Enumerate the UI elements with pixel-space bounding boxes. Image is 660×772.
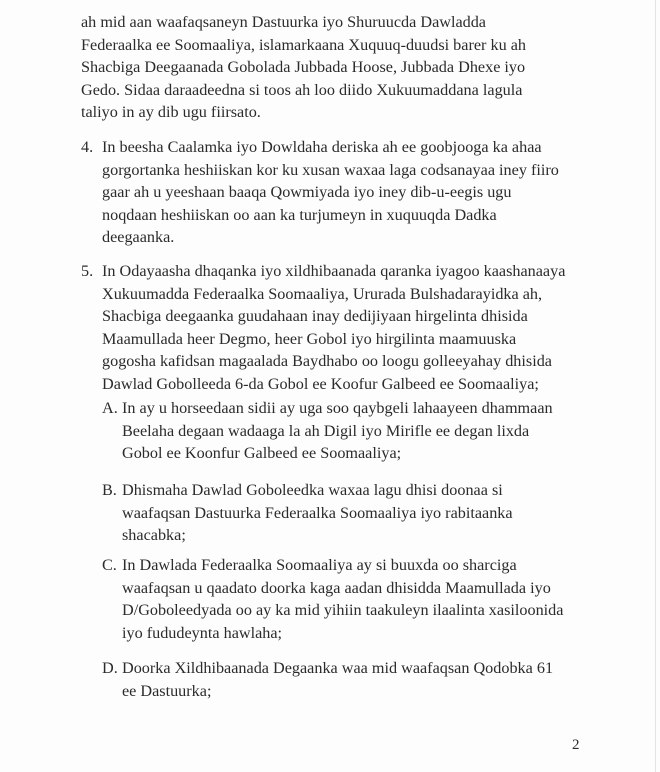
text-line: Doorka Xildhibaanada Degaanka waa mid waafaqsan Qodobka 61: [122, 659, 554, 677]
text-line: waafaqsan u qaadato doorka kaga aadan dhisidda Maamullada iyo: [122, 578, 551, 597]
text-line: shacabka;: [122, 526, 186, 545]
subitem-letter: B.: [102, 481, 117, 499]
subitem-letter: A.: [102, 399, 118, 417]
subitem-letter: D.: [102, 659, 118, 677]
scan-edge: [655, 0, 656, 772]
text-line: Gedo. Sidaa daraadeedna si toos ah loo diido Xukuumaddana lagula: [81, 80, 523, 99]
text-line: gaar ah u yeeshaan baaqa Qowmiyada iyo iney dib-u-eegis ugu: [102, 183, 512, 202]
text-line: waafaqsan Dastuurka Federaalka Soomaaliya iyo rabitaanka: [122, 503, 513, 522]
text-line: ah mid aan waafaqsaneyn Dastuurka iyo Shuruucda Dawladda: [81, 13, 486, 31]
text-line: Maamullada heer Degmo, heer Gobol iyo hirgilinta maamuuska: [102, 329, 517, 348]
subitem-letter: C.: [102, 556, 117, 574]
text-line: In Dawlada Federaalka Soomaaliya ay si buuxda oo sharciga: [122, 556, 517, 574]
item-number: 5.: [81, 262, 94, 280]
text-line: Dawlad Gobolleeda 6-da Gobol ee Koofur Galbeed ee Soomaaliya;: [102, 374, 539, 393]
text-line: Shacbiga Deegaanada Gobolada Jubbada Hoose, Jubbada Dhexe iyo: [81, 58, 526, 77]
numbered-item-4: [81, 136, 559, 249]
subitem-c: [102, 554, 563, 644]
text-line: deegaanka.: [102, 228, 175, 247]
text-line: In Odayaasha dhaqanka iyo xildhibaanada qaranka iyagoo kaashanaaya: [102, 262, 566, 280]
item-number: 4.: [81, 138, 94, 156]
subitem-b: [102, 479, 513, 547]
text-line: Shacbiga deegaanka guudahaan inay dedijiyaan hirgelinta dhisida: [102, 307, 528, 326]
numbered-item-5: [81, 260, 565, 396]
text-line: taliyo in ay dib ugu fiirsato.: [81, 103, 261, 122]
page-number: 2: [572, 737, 580, 753]
text-line: gorgortanka heshiiskan kor ku xusan waxaa laga codsanayaa iney fiiro: [102, 160, 559, 179]
text-line: Gobol ee Koonfur Galbeed ee Soomaaliya;: [122, 444, 402, 463]
text-line: Federaalka ee Soomaaliya, islamarkaana Xuquuq-duudsi barer ku ah: [81, 35, 526, 54]
text-line: Xukuumadda Federaalka Soomaaliya, Ururada Bulshadarayidka ah,: [102, 284, 543, 303]
text-line: iyo fududeynta hawlaha;: [122, 623, 283, 642]
text-line: noqdaan heshiiskan oo aan ka turjumeyn in xuquuqda Dadka: [102, 205, 497, 224]
text-line: gogosha kafidsan magaalada Baydhabo oo loogu golleeyahay dhisida: [102, 352, 552, 371]
text-line: D/Goboleedyada oo ay ka mid yihiin taakuleyn ilaalinta xasiloonida: [122, 601, 564, 620]
text-line: ee Dastuurka;: [122, 681, 212, 700]
text-line: Beelaha degaan wadaaga la ah Digil iyo Mirifle ee degan lixda: [122, 421, 530, 440]
text-line: In ay u horseedaan sidii ay uga soo qaybgeli lahaayeen dhammaan: [122, 399, 553, 417]
text-line: Dhismaha Dawlad Goboleedka waxaa lagu dhisi doonaa si: [122, 481, 503, 499]
subitem-a: [102, 397, 553, 465]
subitem-d: [102, 657, 553, 702]
continuation-paragraph: [81, 11, 526, 124]
text-line: In beesha Caalamka iyo Dowldaha deriska ah ee goobjooga ka ahaa: [102, 138, 542, 156]
